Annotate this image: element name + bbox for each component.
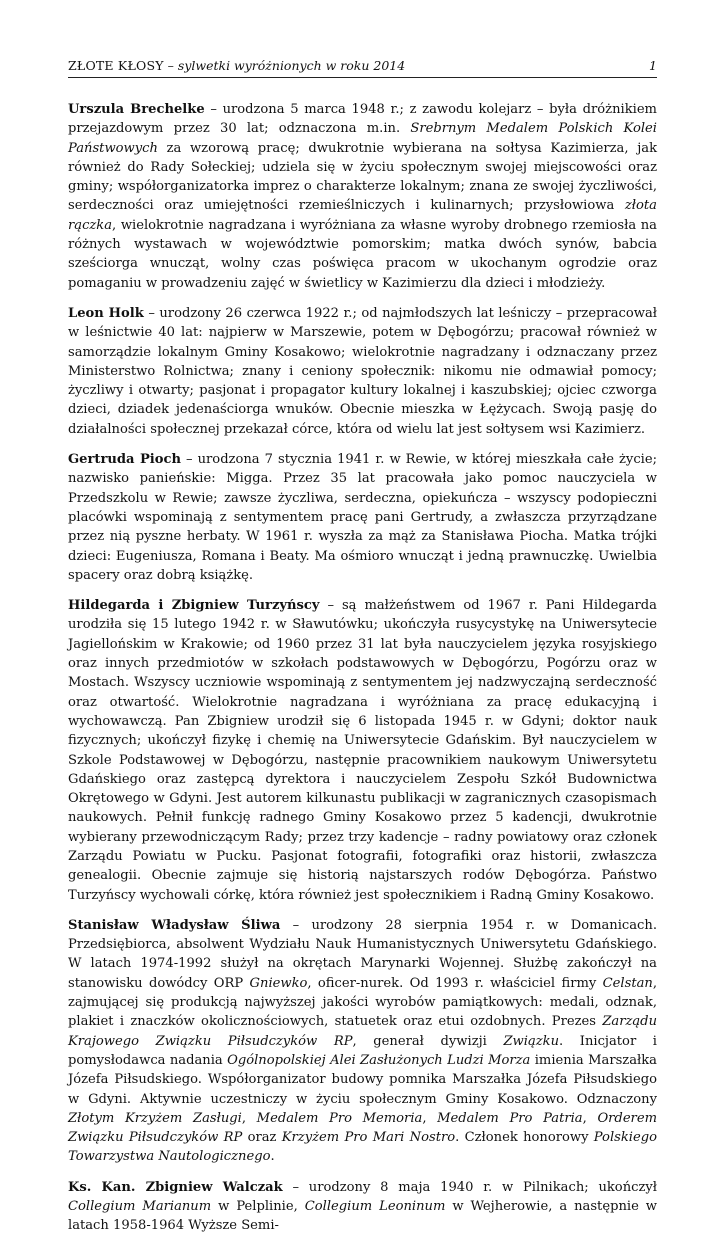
document-body <box>68 100 657 1247</box>
entry-text: , <box>422 1110 438 1126</box>
entry-text: . <box>270 1149 275 1165</box>
header-title-rest: – sylwetki wyróżnionych w roku 2014 <box>163 58 406 73</box>
italic-text: Krzyżem Pro Mari Nostro <box>281 1130 456 1146</box>
entry-text: imienia Marszałka Józefa Piłsudskiego. Współorganizator budowy pomnika Marszałka Józefa Piłsudskiego w Gdyni. Aktywnie uczestniczy w życiu społecznym Gminy Kosakowo. Odznaczony <box>68 1052 657 1107</box>
entry-text: – są małżeństwem od 1967 r. Pani Hildegarda urodziła się 15 lutego 1942 r. w Sławutówku; ukończyła rusycystykę na Uniwersytecie Jagiellońskim w Krakowie; od 1960 przez 31 lat była nauczycielem języka rosyjskiego oraz innych przedmiotów w szkołach podstawowych w Dębogórzu, Pogórzu oraz w Mostach. Wszyscy uczniowie wspominają z sentymentem jej nadzwyczajną serdeczność oraz otwartość. Wielokrotnie nagradzana i wyróżniana za pracę edukacyjną i wychowawczą. Pan Zbigniew urodził się 6 listopada 1945 r. w Gdyni; doktor nauk fizycznych; ukończył fizykę i chemię na Uniwersytecie Gdańskim. Był nauczycielem w Szkole Podstawowej w Dębogórzu, następnie pracownikiem naukowym Uniwersytetu Gdańskiego oraz zastępcą dyrektora i nauczycielem Zespołu Szkół Budownictwa Okrętowego w Gdyni. Jest autorem kilkunastu publikacji w zagranicznych czasopismach naukowych. Pełnił funkcję radnego Gminy Kosakowo przez 5 kadencji, dwukrotnie wybierany przewodniczącym Rady; przez trzy kadencje – radny powiatowy oraz członek Zarządu Powiatu w Pucku. Pasjonat fotografii, fotografiki oraz historii, zwłaszcza genealogii. Obecnie zajmuje się historią najstarszych rodów Dębogórza. Państwo Turzyńscy wychowali córkę, która również jest społecznikiem i Radną Gminy Kosakowo. <box>68 598 657 903</box>
header-title <box>68 58 405 73</box>
person-name: Leon Holk <box>68 305 144 321</box>
entry-text: , wielokrotnie nagradzana i wyróżniana za własne wyroby drobnego rzemiosła na różnych wystawach w województwie pomorskim; matka dwóch synów, babcia sześciorga wnucząt, wolny czas poświęca pracom w ukochanym ogrodzie oraz pomaganiu w prowadzeniu zajęć w świetlicy w Kazimierzu dla dzieci i młodzieży. <box>68 217 657 291</box>
person-name: Stanisław Władysław Śliwa <box>68 917 281 933</box>
entry-text: . Inicjator i pomysłodawca nadania <box>68 1033 657 1068</box>
entry-text: – urodzony 28 sierpnia 1954 r. w Domanicach. Przedsiębiorca, absolwent Wydziału Nauk Humanistycznych Uniwersytetu Gdańskiego. W latach 1974-1992 służył na okrętach Marynarki Wojennej. Służbę zakończył na stanowisku dowódcy ORP <box>68 917 657 991</box>
italic-text: Orderem Związku Piłsudczyków RP <box>68 1110 657 1146</box>
italic-text: Gniewko <box>249 975 308 991</box>
italic-text: Zarządu Krajowego Związku Piłsudczyków RP <box>68 1014 657 1049</box>
person-name: Gertruda Pioch <box>68 452 181 468</box>
person-name: Hildegarda i Zbigniew Turzyńscy <box>68 598 320 614</box>
entry-text: w Wejherowie, a następnie w latach 1958-1964 Wyższe Semi- <box>68 1199 657 1234</box>
italic-text: Collegium Leoninum <box>304 1199 446 1215</box>
italic-text: Polskiego Towarzystwa Nautologicznego <box>68 1130 657 1165</box>
biography-entry <box>68 100 657 293</box>
biography-entry <box>68 304 657 439</box>
entry-text: – urodzona 7 stycznia 1941 r. w Rewie, w której mieszkała całe życie; nazwisko panieńskie: Migga. Przez 35 lat pracowała jako pomoc nauczyciela w Przedszkolu w Rewie; zawsze życzliwa, serdeczna, opiekuńcza – wszyscy podopieczni placówki wspominają z sentymentem pracę pani Gertrudy, a zwłaszcza przyrządzane przez nią pyszne herbaty. W 1961 r. wyszła za mąż za Stanisława Piocha. Matka trójki dzieci: Eugeniusza, Romana i Beaty. Ma ośmioro wnucząt i jedną prawnuczkę. Uwielbia spacery oraz dobrą książkę. <box>68 452 658 583</box>
entry-text: w Pelplinie, <box>211 1199 305 1215</box>
biography-entry <box>68 450 657 585</box>
italic-text: Srebrnym Medalem Polskich Kolei Państwowych <box>68 121 657 156</box>
entry-text: , generał dywizji <box>352 1033 504 1049</box>
entry-text: oraz <box>242 1130 282 1146</box>
biography-entry <box>68 596 657 905</box>
italic-text: Medalem Pro Patria <box>437 1110 583 1126</box>
entry-text: . Członek honorowy <box>455 1130 594 1146</box>
entry-text: za wzorową pracę; dwukrotnie wybierana na sołtysa Kazimierza, jak również do Rady Sołeckiej; udziela się w życiu społecznym swojej miejscowości oraz gminy; współorganizatorka imprez o charakterze lokalnym; znana ze swojej życzliwości, serdeczności oraz umiejętności rzemieślniczych i kulinarnych; przysłowiowa <box>68 140 657 214</box>
entry-text: , <box>582 1110 598 1126</box>
entry-text: – urodzony 8 maja 1940 r. w Pilnikach; ukończył <box>282 1179 657 1195</box>
entry-text: , oficer-nurek. Od 1993 r. właściciel firmy <box>307 975 603 991</box>
italic-text: złota rączka <box>68 198 657 233</box>
italic-text: Związku <box>503 1033 560 1049</box>
person-name: Urszula Brechelke <box>68 102 205 117</box>
running-header <box>68 58 657 78</box>
entry-text: , zajmującej się produkcją najwyższej jakości wyrobów pamiątkowych: medali, odznak, plakiet i znaczków okolicznościowych, statuetek oraz etui ozdobnych. Prezes <box>68 975 657 1030</box>
header-title-caps: ZŁOTE KŁOSY <box>68 58 164 73</box>
person-name: Ks. Kan. Zbigniew Walczak <box>68 1179 283 1195</box>
entry-text: – urodzona 5 marca 1948 r.; z zawodu kolejarz – była dróżnikiem przejazdowym przez 30 lat; odznaczona m.in. <box>68 102 657 137</box>
entry-text: – urodzony 26 czerwca 1922 r.; od najmłodszych lat leśniczy – przepracował w leśnictwie 40 lat: najpierw w Marszewie, potem w Dębogórzu; pracował również w samorządzie lokalnym Gminy Kosakowo; wielokrotnie nagradzany i odznaczany przez Ministerstwo Rolnictwa; znany i ceniony społecznik: nikomu nie odmawiał pomocy; życzliwy i otwarty; pasjonat i propagator kultury lokalnej i kaszubskiej; ojciec czworga dzieci, dziadek jedenaściorga wnuków. Obecnie mieszka w Łężycach. Swoją pasję do działalności społecznej przekazał córce, która od wielu lat jest sołtysem wsi Kazimierz. <box>68 305 657 437</box>
italic-text: Medalem Pro Memoria <box>256 1110 423 1126</box>
italic-text: Collegium Marianum <box>68 1199 212 1215</box>
biography-entry <box>68 1178 657 1236</box>
page-number: 1 <box>649 58 657 73</box>
italic-text: Celstan <box>602 975 653 991</box>
italic-text: Ogólnopolskiej Alei Zasłużonych Ludzi Morza <box>227 1052 531 1068</box>
biography-entry <box>68 916 657 1167</box>
italic-text: Złotym Krzyżem Zasługi <box>68 1110 242 1126</box>
entry-text: , <box>241 1110 257 1126</box>
